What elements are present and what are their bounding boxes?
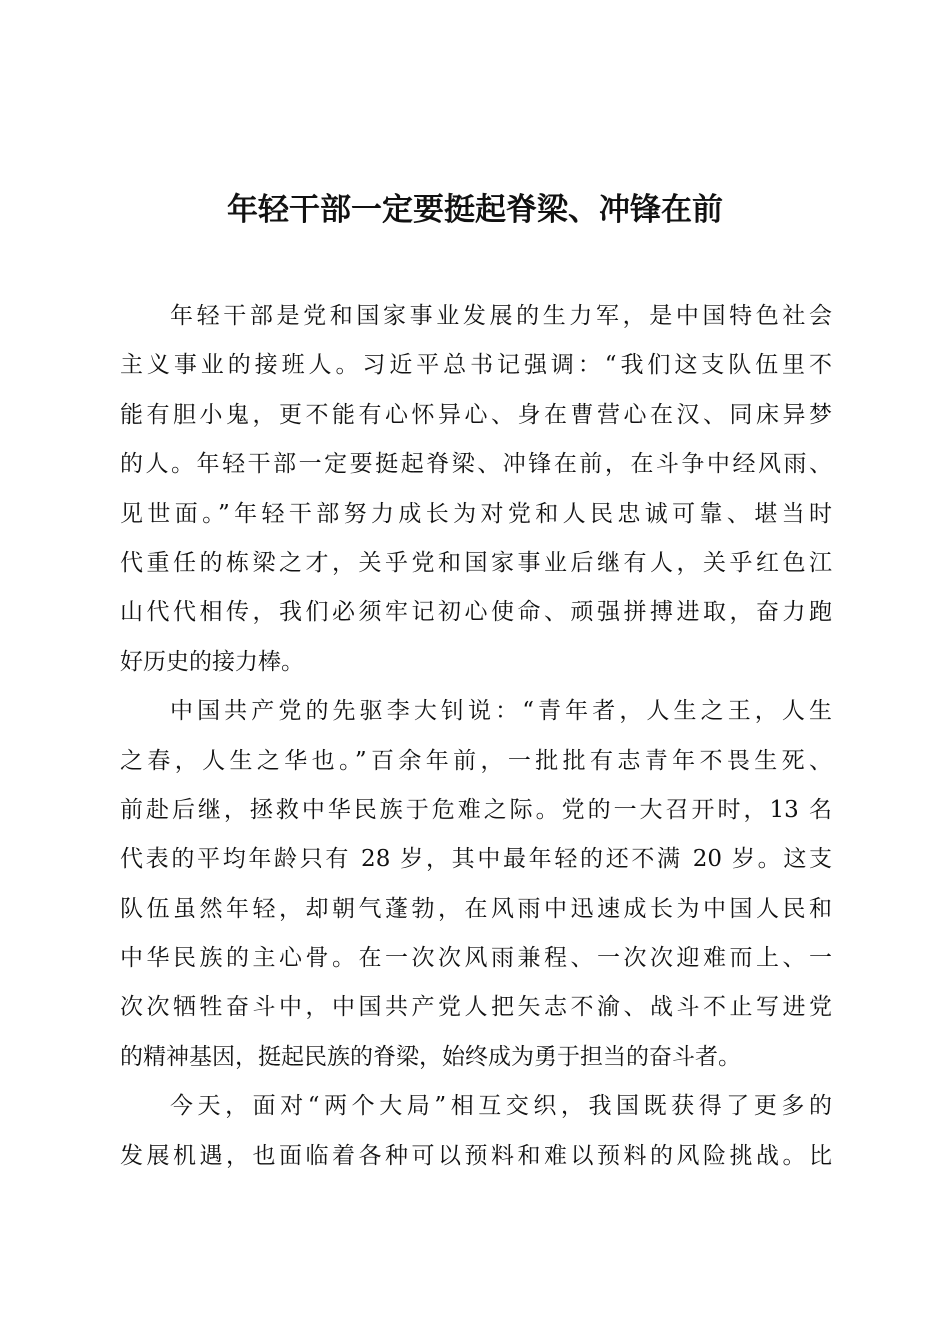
text-line: 队伍虽然年轻，却朝气蓬勃，在风雨中迅速成长为中国人民和	[120, 895, 832, 922]
text-line: 中华民族的主心骨。在一次次风雨兼程、一次次迎难而上、一	[120, 945, 832, 972]
text-line: 能有胆小鬼，更不能有心怀异心、身在曹营心在汉、同床异梦	[120, 401, 832, 428]
text-line: 年轻干部是党和国家事业发展的生力军，是中国特色社会	[170, 303, 832, 329]
text-line: 之春，人生之华也。”百余年前，一批批有志青年不畏生死、	[120, 747, 832, 774]
text-line: 的人。年轻干部一定要挺起脊梁、冲锋在前，在斗争中经风雨、	[120, 451, 832, 478]
text-line: 前赴后继，拯救中华民族于危难之际。党的一大召开时，13 名	[120, 796, 832, 823]
document-body	[120, 292, 832, 1181]
text-line: 代重任的栋梁之才，关乎党和国家事业后继有人，关乎红色江	[120, 549, 832, 576]
text-line: 今天，面对“两个大局”相互交织，我国既获得了更多的	[170, 1093, 832, 1120]
paragraph-1	[120, 292, 832, 687]
paragraph-2	[120, 687, 832, 1082]
text-line: 山代代相传，我们必须牢记初心使命、顽强拼搏进取，奋力跑	[120, 599, 832, 626]
paragraph-3	[120, 1082, 832, 1181]
text-line: 中国共产党的先驱李大钊说：“青年者，人生之王，人生	[170, 698, 832, 725]
text-line: 发展机遇，也面临着各种可以预料和难以预料的风险挑战。比	[120, 1142, 832, 1169]
text-line: 的精神基因，挺起民族的脊梁，始终成为勇于担当的奋斗者。	[120, 1043, 741, 1070]
text-line: 主义事业的接班人。习近平总书记强调：“我们这支队伍里不	[120, 352, 832, 379]
text-line: 好历史的接力棒。	[120, 648, 304, 675]
document-title: 年轻干部一定要挺起脊梁、冲锋在前	[227, 192, 723, 228]
text-line: 次次牺牲奋斗中，中国共产党人把矢志不渝、战斗不止写进党	[120, 994, 832, 1021]
text-line: 见世面。”年轻干部努力成长为对党和人民忠诚可靠、堪当时	[120, 500, 832, 527]
text-line: 代表的平均年龄只有 28 岁，其中最年轻的还不满 20 岁。这支	[120, 846, 832, 873]
